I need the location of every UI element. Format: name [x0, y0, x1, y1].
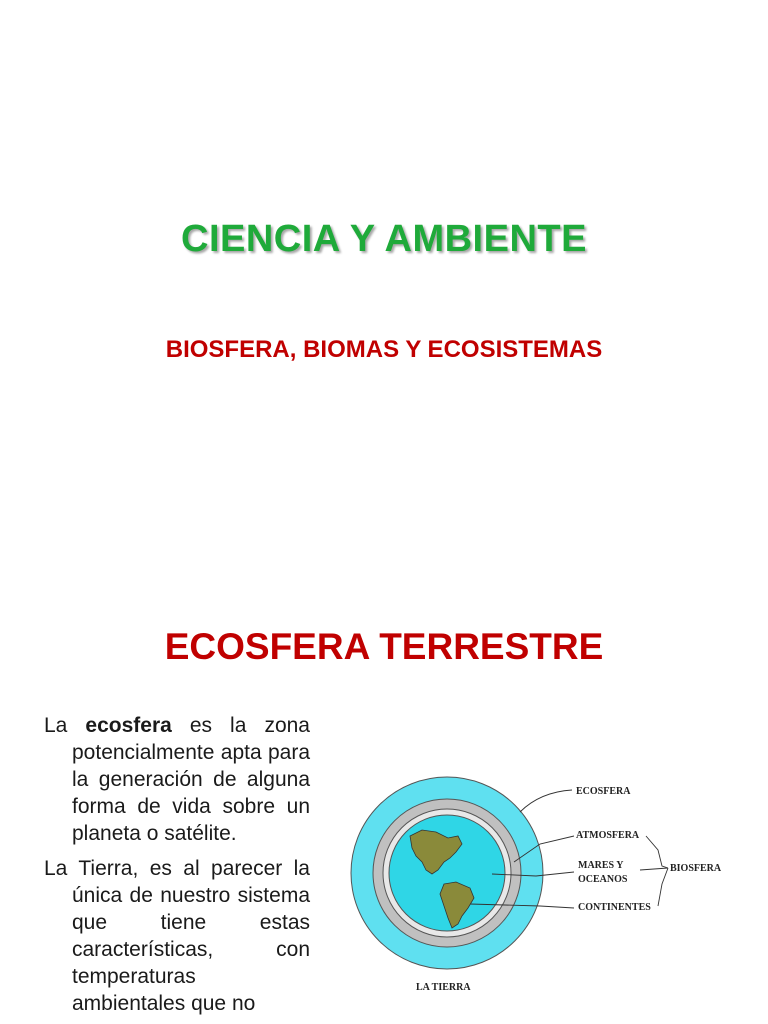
subtitle: BIOSFERA, BIOMAS Y ECOSISTEMAS — [165, 336, 603, 363]
ecosfera-leader — [520, 790, 572, 812]
paragraph-ecosfera-rest: es la zona potencialmente apta para la generación de alguna forma de vida sobre un planeta o satélite. — [72, 714, 310, 845]
section-title: ECOSFERA TERRESTRE — [164, 626, 604, 667]
atmosfera-label: ATMOSFERA — [576, 830, 640, 841]
ecosfera-label: ECOSFERA — [576, 786, 631, 797]
biosfera-label: BIOSFERA — [670, 863, 722, 874]
biosfera-brace-middle — [640, 868, 668, 870]
earth-layers-diagram — [340, 766, 760, 1006]
ecosfera-term: ecosfera — [85, 714, 172, 737]
paragraph-tierra: La Tierra, es al parecer la única de nuestro sistema que tiene estas características, con temperaturas ambientales que no — [44, 857, 310, 1015]
oceanos-label: OCEANOS — [578, 874, 628, 885]
mares-label: MARES Y — [578, 860, 624, 871]
paragraph-ecosfera — [44, 712, 310, 847]
ecosfera-slide — [0, 576, 768, 1024]
diagram-caption: LA TIERRA — [416, 982, 471, 993]
continentes-label: CONTINENTES — [578, 902, 651, 913]
paragraph-ecosfera-start: La — [44, 714, 86, 737]
body-text — [44, 712, 310, 1024]
biosfera-brace-top — [646, 836, 668, 868]
main-title: CIENCIA Y AMBIENTE — [181, 218, 587, 260]
biosfera-brace-bottom — [658, 868, 668, 906]
